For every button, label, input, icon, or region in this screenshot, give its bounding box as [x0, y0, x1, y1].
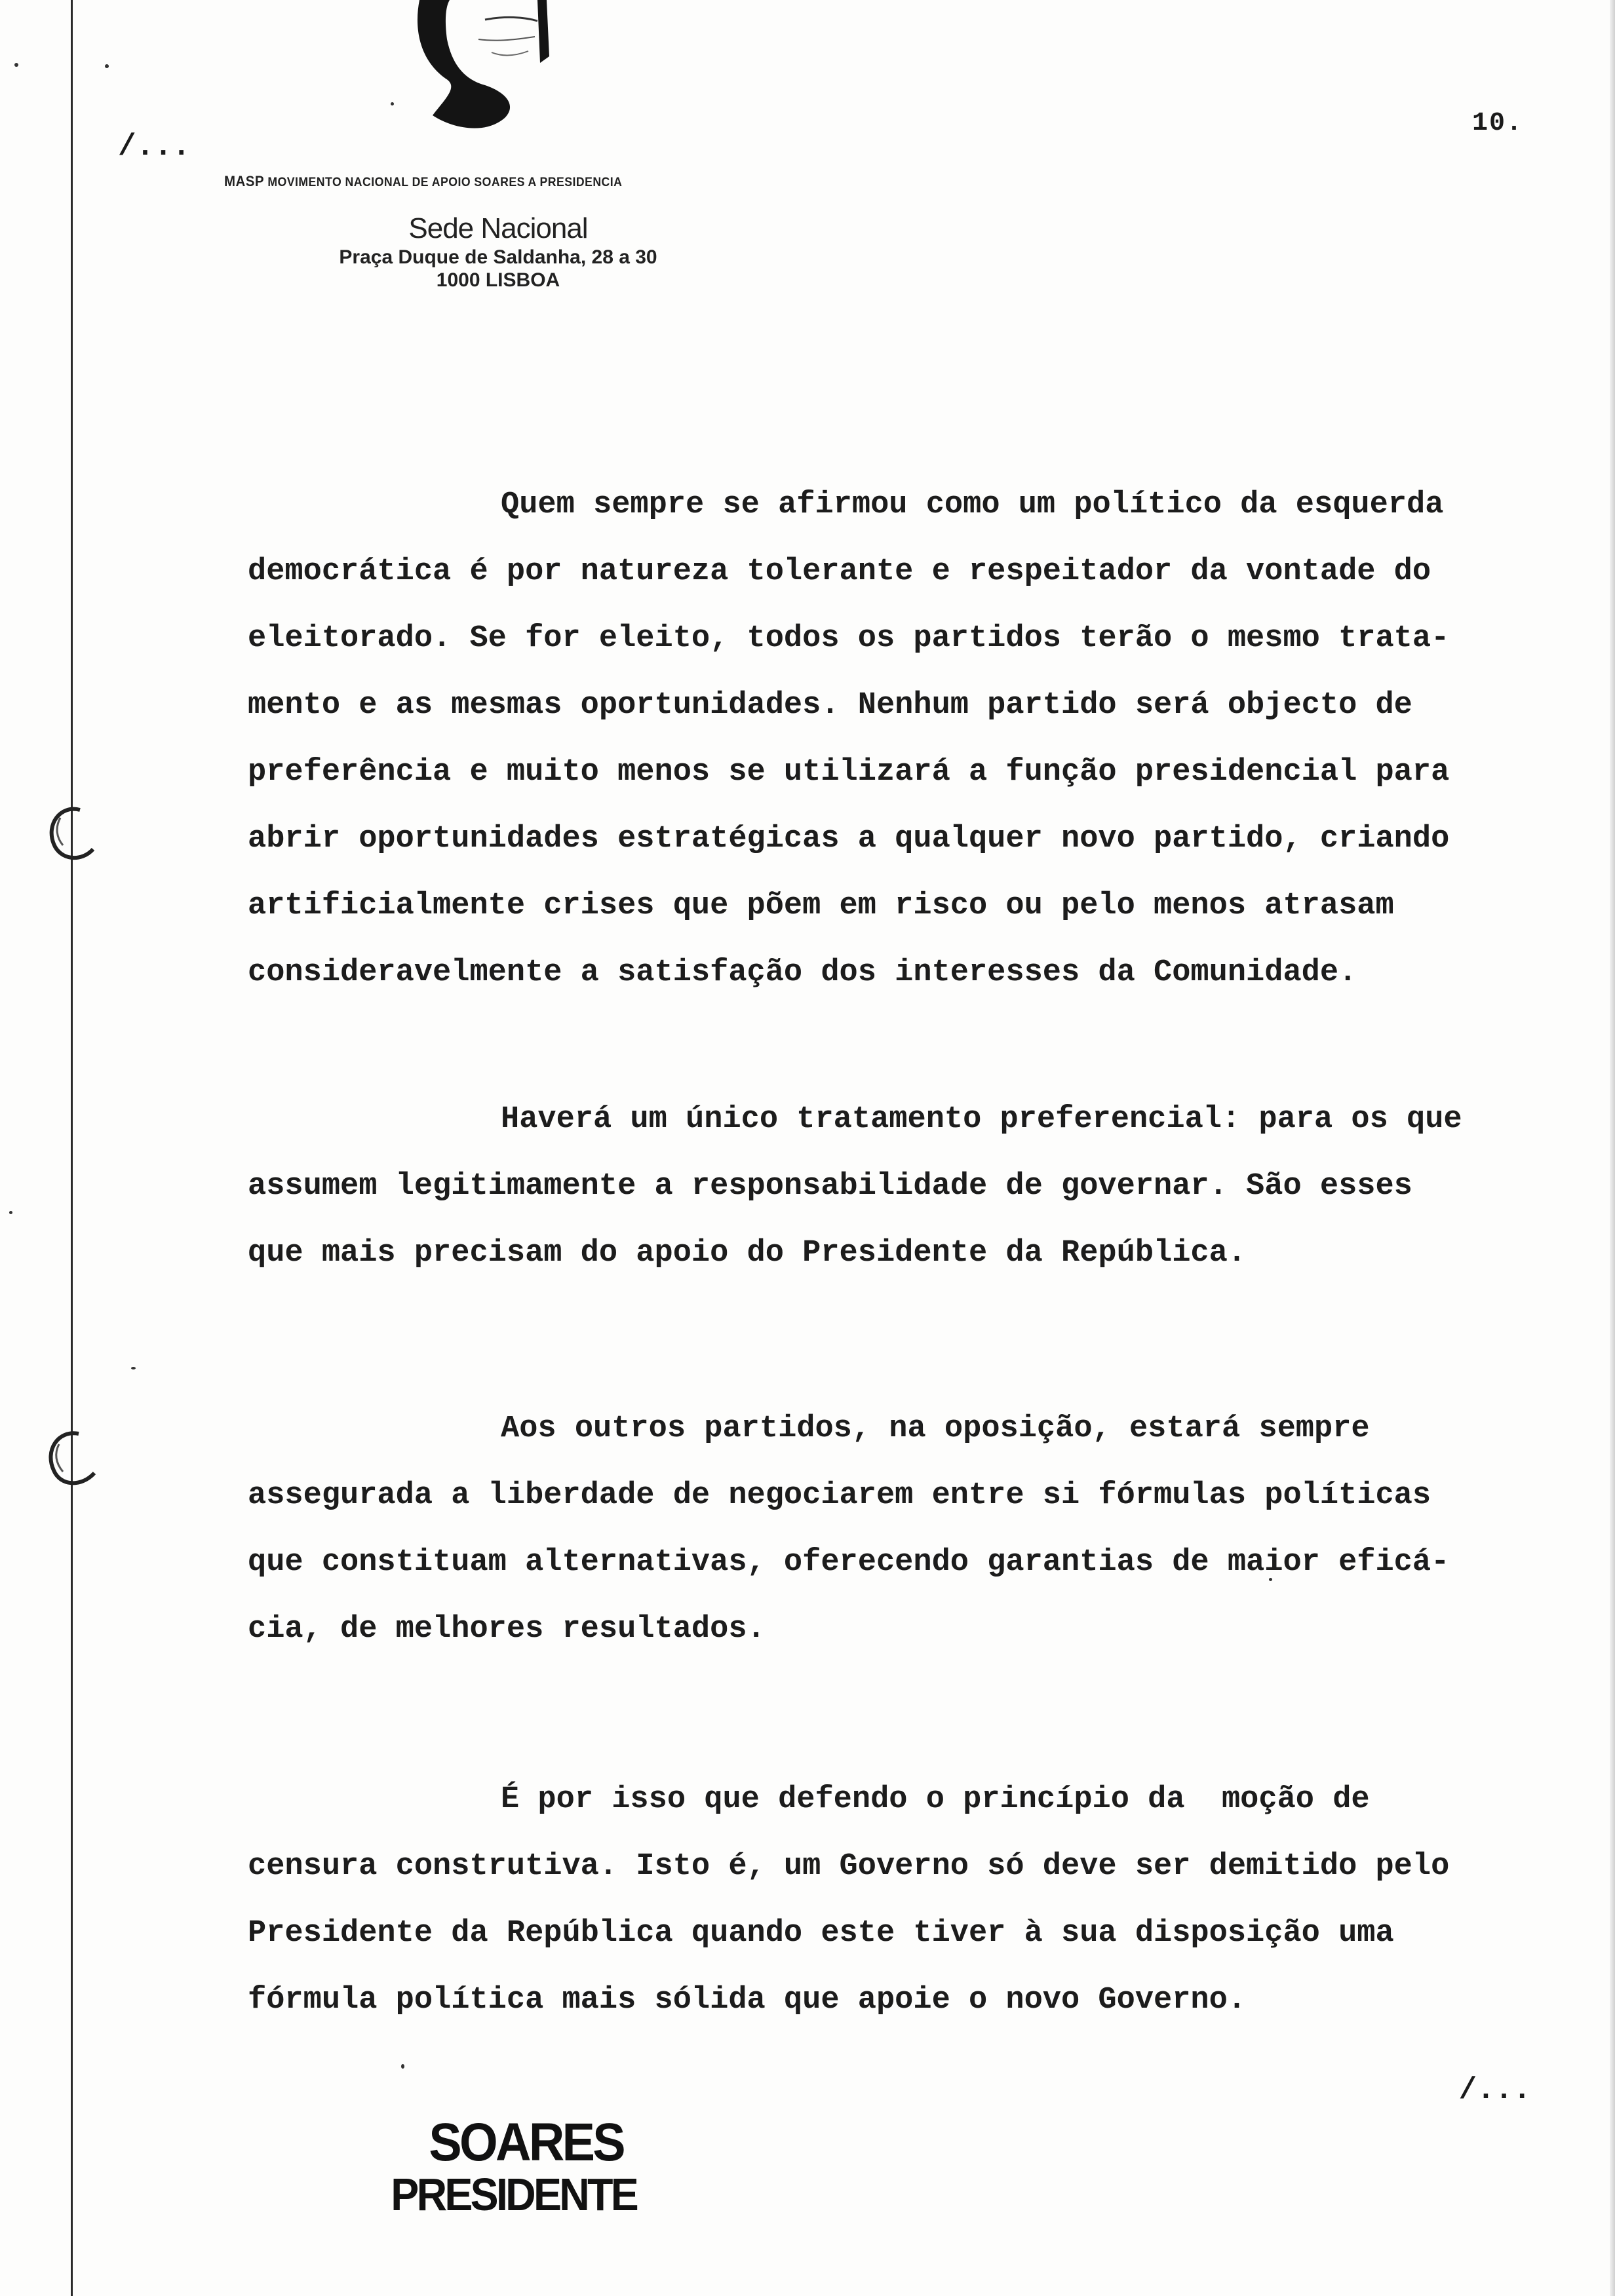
paragraph-spacer [248, 1663, 1546, 1767]
text-line: eleitorado. Se for eleito, todos os partidos terão o mesmo trata- [248, 621, 1450, 656]
street-address: Praça Duque de Saldanha, 28 a 30 [339, 246, 657, 268]
scan-speck [9, 1211, 12, 1214]
paragraph-spacer [248, 1287, 1546, 1396]
city-address: 1000 LISBOA [436, 269, 560, 291]
text-line: abrir oportunidades estratégicas a qualquer novo partido, criando [248, 822, 1450, 856]
organization-line [224, 173, 622, 190]
scan-speck [14, 63, 18, 67]
scan-speck [105, 64, 109, 68]
paragraph [248, 1767, 1546, 2034]
text-line: preferência e muito menos se utilizará a função presidencial para [248, 755, 1450, 790]
text-line: Quem sempre se afirmou como um político da esquerda [501, 488, 1444, 522]
text-line: censura construtiva. Isto é, um Governo só deve ser demitido pelo [248, 1849, 1450, 1884]
text-line: que constituam alternativas, oferecendo garantias de maior eficá- [248, 1545, 1450, 1580]
page-number: 10. [1471, 109, 1523, 138]
text-line: assumem legitimamente a responsabilidade de governar. São esses [248, 1169, 1412, 1204]
paragraph [248, 1396, 1546, 1663]
text-line: É por isso que defendo o princípio da moção de [501, 1782, 1370, 1817]
binding-margin-line [71, 0, 73, 2296]
organization-full-name: MOVIMENTO NACIONAL DE APOIO SOARES A PRESIDENCIA [267, 176, 623, 189]
text-line: Presidente da República quando este tiver à sua disposição uma [248, 1916, 1394, 1951]
text-line: consideravelmente a satisfação dos interesses da Comunidade. [248, 955, 1357, 990]
punch-hole-icon [41, 1423, 100, 1495]
text-line: Aos outros partidos, na oposição, estará sempre [501, 1411, 1370, 1446]
text-line: artificialmente crises que põem em risco ou pelo menos atrasam [248, 889, 1394, 923]
text-line: assegurada a liberdade de negociarem entre si fórmulas políticas [248, 1478, 1431, 1513]
paragraph [248, 472, 1546, 1006]
paragraph [248, 1086, 1546, 1287]
text-line: democrática é por natureza tolerante e respeitador da vontade do [248, 554, 1431, 589]
campaign-portrait-logo-icon [406, 0, 590, 144]
punch-hole-icon [41, 798, 100, 870]
organization-acronym: MASP [224, 173, 264, 189]
paragraph-spacer [248, 1006, 1546, 1086]
document-body [248, 472, 1546, 2034]
campaign-name: SOARES [429, 2113, 623, 2172]
scan-speck [131, 1367, 136, 1369]
text-line: fórmula política mais sólida que apoie o novo Governo. [248, 1983, 1247, 2018]
continuation-mark-top: /... [118, 130, 191, 164]
campaign-office: PRESIDENTE [391, 2169, 637, 2220]
campaign-logo [380, 2115, 647, 2219]
text-line: cia, de melhores resultados. [248, 1612, 766, 1647]
text-line: que mais precisam do apoio do Presidente da República. [248, 1236, 1247, 1271]
hq-label: Sede Nacional [408, 212, 588, 244]
text-line: Haverá um único tratamento preferencial: para os que [501, 1102, 1462, 1137]
scan-speck [391, 102, 394, 105]
scan-speck [401, 2064, 404, 2069]
text-line: mento e as mesmas oportunidades. Nenhum partido será objecto de [248, 688, 1412, 723]
letterhead-address [275, 211, 721, 292]
continuation-mark-bottom: /... [1458, 2073, 1531, 2107]
page-edge-shadow [1610, 0, 1615, 2296]
